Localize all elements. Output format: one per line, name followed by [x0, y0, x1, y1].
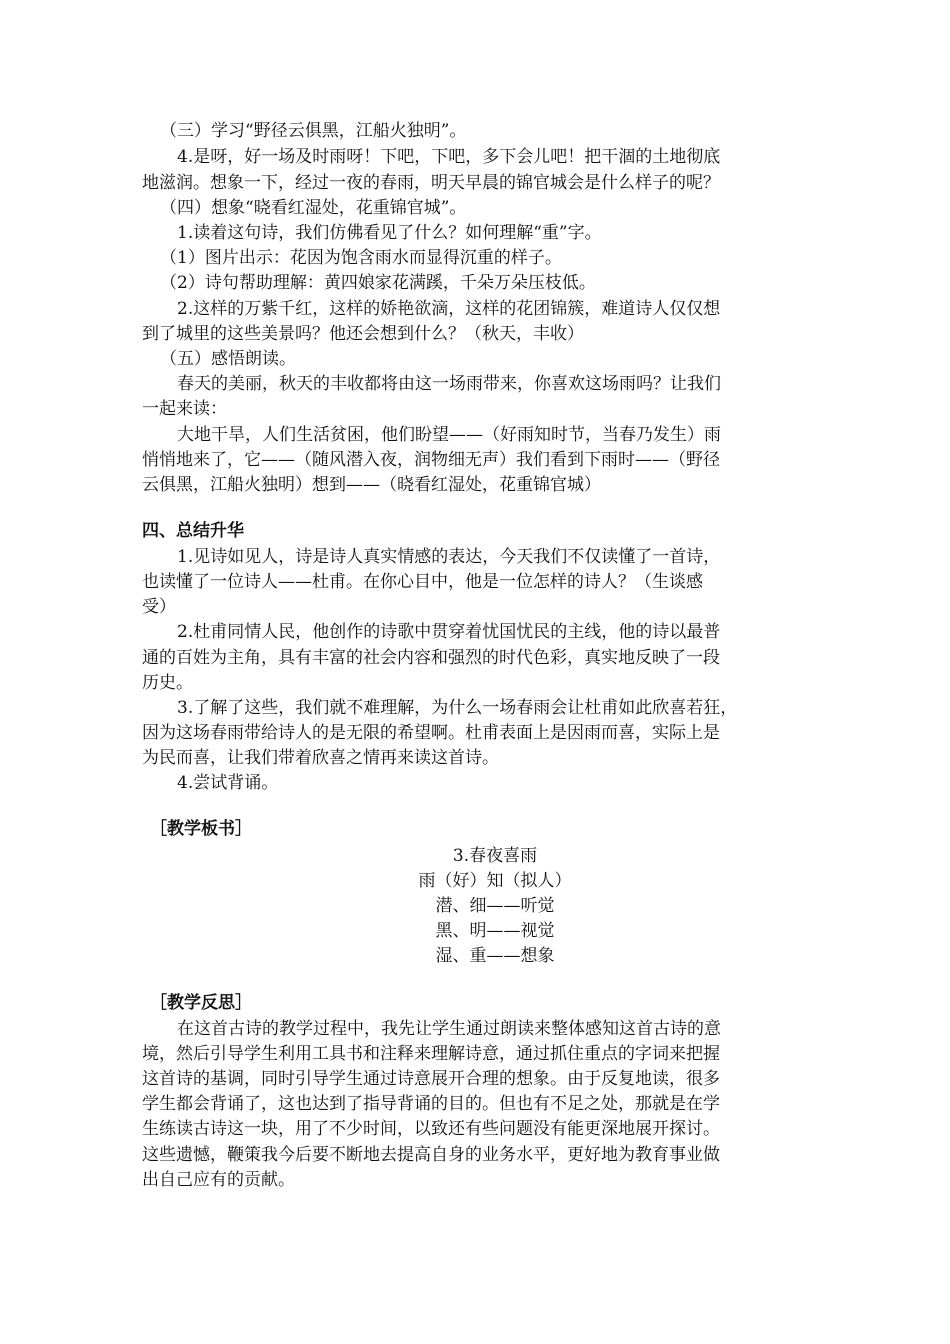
- paragraph-line: 生练读古诗这一块，用了不少时间，以致还有些问题没有能更深地展开探讨。: [142, 1119, 720, 1139]
- paragraph-line: 2.杜甫同情人民，他创作的诗歌中贯穿着忧国忧民的主线，他的诗以最普: [177, 622, 721, 642]
- paragraph-line: 为民而喜，让我们带着欣喜之情再来读这首诗。: [142, 748, 499, 768]
- paragraph-line: 1.见诗如见人，诗是诗人真实情感的表达，今天我们不仅读懂了一首诗，: [177, 547, 721, 567]
- paragraph-line: 春天的美丽，秋天的丰收都将由这一场雨带来，你喜欢这场雨吗？让我们: [177, 374, 721, 394]
- paragraph-line: 4.是呀，好一场及时雨呀！下吧，下吧，多下会儿吧！把干涸的土地彻底: [177, 147, 721, 167]
- paragraph-line: 因为这场春雨带给诗人的是无限的希望啊。杜甫表面上是因雨而喜，实际上是: [142, 723, 720, 743]
- paragraph-line: 这首诗的基调，同时引导学生通过诗意展开合理的想象。由于反复地读，很多: [142, 1069, 720, 1089]
- paragraph-line: 境，然后引导学生利用工具书和注释来理解诗意，通过抓住重点的字词来把握: [142, 1044, 720, 1064]
- paragraph-line: 悄悄地来了，它——（随风潜入夜，润物细无声）我们看到下雨时——（野径: [142, 450, 720, 470]
- paragraph-line: 2.这样的万紫千红，这样的娇艳欲滴，这样的花团锦簇，难道诗人仅仅想: [177, 299, 721, 319]
- subheading-4: （四）想象“晓看红湿处，花重锦官城”。: [160, 198, 467, 218]
- paragraph-line: 到了城里的这些美景吗？他还会想到什么？（秋天，丰收）: [142, 324, 584, 344]
- paragraph-line: 也读懂了一位诗人——杜甫。在你心目中，他是一位怎样的诗人？（生谈感: [142, 572, 703, 592]
- paragraph-line: 学生都会背诵了，这也达到了指导背诵的目的。但也有不足之处，那就是在学: [142, 1094, 720, 1114]
- paragraph-line: 在这首古诗的教学过程中，我先让学生通过朗读来整体感知这首古诗的意: [177, 1019, 721, 1039]
- paragraph-line: 通的百姓为主角，具有丰富的社会内容和强烈的时代色彩，真实地反映了一段: [142, 648, 720, 668]
- paragraph-line: 一起来读：: [142, 399, 227, 419]
- subheading-3: （三）学习“野径云俱黑，江船火独明”。: [160, 121, 467, 141]
- blackboard-title: 3.春夜喜雨: [452, 846, 538, 866]
- blackboard-line: 潜、细——听觉: [435, 896, 555, 916]
- paragraph-line: 出自己应有的贡献。: [142, 1170, 295, 1190]
- paragraph-line: （1）图片出示：花因为饱含雨水而显得沉重的样子。: [160, 248, 562, 268]
- paragraph-line: 历史。: [142, 673, 193, 693]
- paragraph-line: （2）诗句帮助理解：黄四娘家花满蹊，千朵万朵压枝低。: [160, 273, 596, 293]
- subheading-5: （五）感悟朗读。: [160, 349, 296, 369]
- section-4-heading: 四、总结升华: [142, 521, 244, 541]
- paragraph-line: 3.了解了这些，我们就不难理解，为什么一场春雨会让杜甫如此欣喜若狂，: [177, 698, 738, 718]
- blackboard-heading: ［教学板书］: [150, 819, 252, 839]
- paragraph-line: 地滋润。想象一下，经过一夜的春雨，明天早晨的锦官城会是什么样子的呢？: [142, 173, 720, 193]
- paragraph-line: 这些遗憾，鞭策我今后要不断地去提高自身的业务水平，更好地为教育事业做: [142, 1145, 720, 1165]
- paragraph-line: 云俱黑，江船火独明）想到——（晓看红湿处，花重锦官城）: [142, 475, 601, 495]
- blackboard-line: 雨（好）知（拟人）: [418, 871, 572, 891]
- blackboard-line: 黑、明——视觉: [435, 921, 555, 941]
- paragraph-line: 受）: [142, 597, 176, 617]
- paragraph-line: 大地干旱，人们生活贫困，他们盼望——（好雨知时节，当春乃发生）雨: [177, 425, 721, 445]
- paragraph-line: 1.读着这句诗，我们仿佛看见了什么？如何理解“重”字。: [177, 223, 602, 243]
- blackboard-line: 湿、重——想象: [435, 946, 555, 966]
- reflection-heading: ［教学反思］: [150, 993, 252, 1013]
- paragraph-line: 4.尝试背诵。: [177, 773, 279, 793]
